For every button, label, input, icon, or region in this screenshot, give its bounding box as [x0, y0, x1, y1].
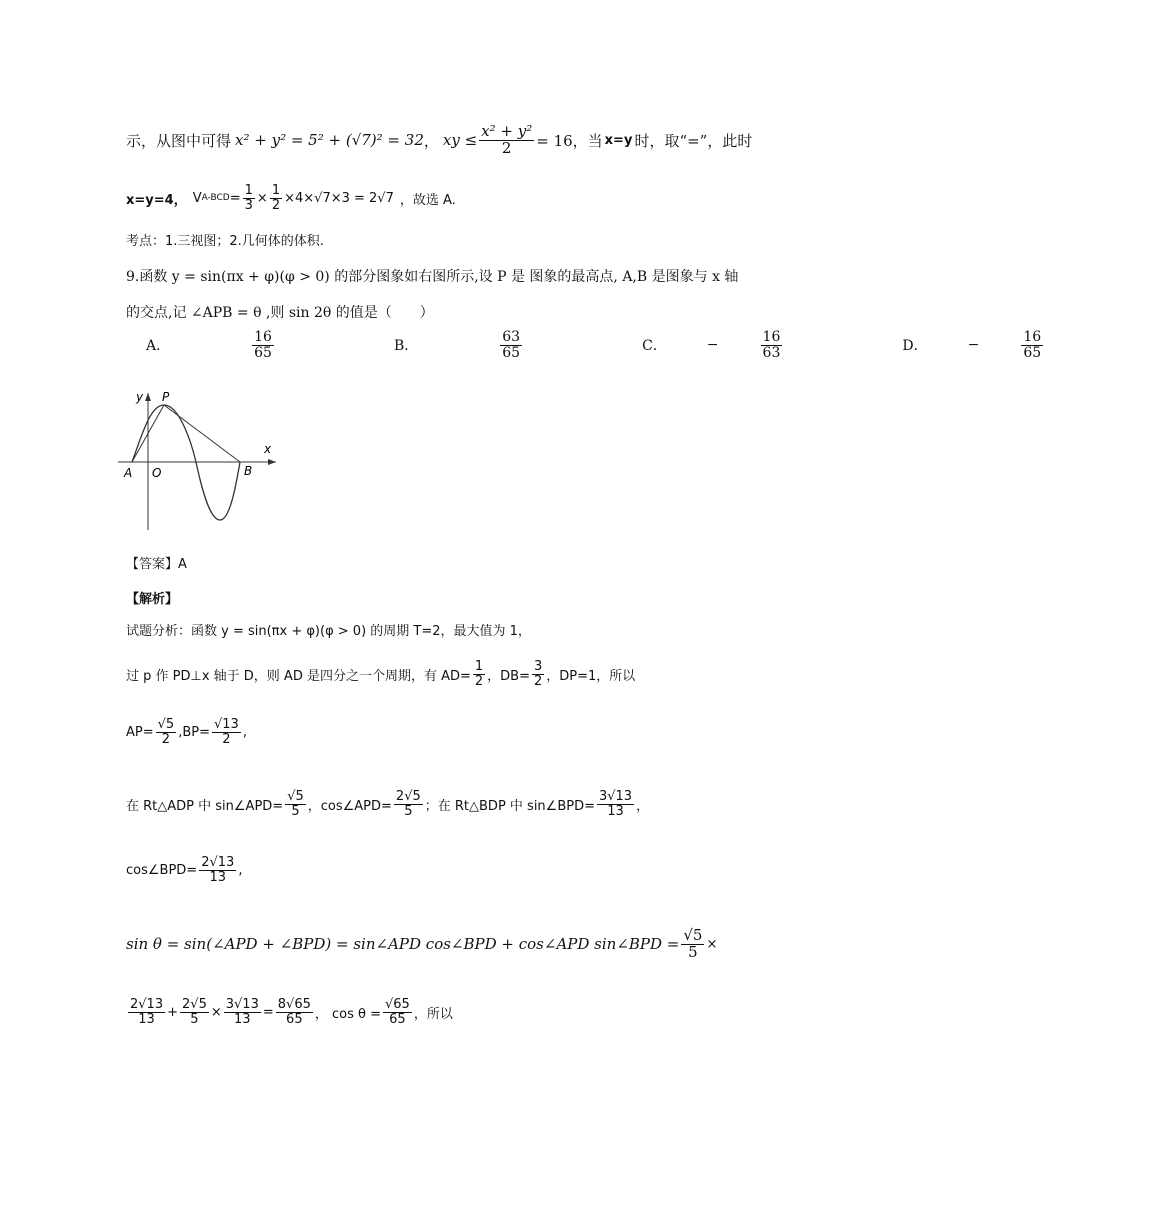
- solution-line-2: [126, 184, 456, 212]
- option-b: B． $\frac{63}{65}$: [393, 329, 521, 361]
- answer-line: [126, 553, 187, 572]
- text: =: [229, 190, 241, 206]
- fraction: $\frac{1}{3}$: [244, 183, 253, 213]
- point-p-label: P: [162, 390, 170, 404]
- text: 试题分析：函数 y = sin(πx + φ)(φ > 0) 的周期 T=2，最大值为 1，: [126, 624, 531, 639]
- origin-label: O: [152, 466, 162, 480]
- text: 考点：1.三视图；2.几何体的体积.: [126, 234, 324, 249]
- analysis-line-1: [126, 620, 531, 639]
- text: 时，取“=”，此时: [634, 131, 753, 150]
- analysis-title: 【解析】: [126, 592, 179, 607]
- x-label: x: [264, 442, 272, 456]
- analysis-line-5: cos∠BPD= $\frac{2√13}{13}$ ,: [126, 855, 243, 885]
- options: [146, 330, 1163, 360]
- inequality: xy ≤: [442, 131, 478, 150]
- option-a: A． $\frac{16}{65}$: [146, 329, 272, 361]
- equation: x² + y² = 5² + (√7)² = 32: [235, 131, 424, 150]
- text: 9.函数 y = sin(πx + φ)(φ > 0) 的部分图象如右图所示,设 P 是 图象的最高点, A,B 是图象与 x 轴: [126, 269, 739, 285]
- question-9-line-2: [126, 302, 434, 322]
- point-a-label: A: [124, 466, 133, 480]
- fraction: $\frac{\text{x² + y²}}{2}$: [481, 122, 533, 157]
- solution-line-1: [126, 124, 752, 157]
- kaodian-line: [126, 230, 324, 249]
- x-axis-arrow: [268, 459, 276, 465]
- volume-symbol: V: [192, 190, 202, 206]
- analysis-line-3: AP= $\frac{√5}{2}$ ,BP= $\frac{√13}{2}$ ,: [126, 717, 247, 747]
- sine-graph: [118, 385, 288, 535]
- y-axis-arrow: [145, 393, 151, 401]
- answer: 【答案】A: [126, 557, 187, 572]
- point-b-label: B: [244, 464, 253, 478]
- analysis-line-4: 在 Rt△ADP 中 sin∠APD= $\frac{√5}{5}$ ，cos∠APD= $\frac{2√5}{5}$ ；在 Rt△BDP 中 sin∠BPD= $\frac{3√13}{13}$ ，: [126, 789, 650, 819]
- text: x=y=4，: [126, 192, 187, 208]
- fraction: $\frac{1}{2}$: [271, 183, 281, 213]
- segment-pb: [164, 405, 240, 462]
- text: 的交点,记 ∠APB = θ ,则 sin 2θ 的值是（ ）: [126, 305, 434, 321]
- analysis-line-7: $\frac{2√13}{13}$ + $\frac{2√5}{5}$ × $\frac{3√13}{13}$ = $\frac{8√65}{65}$ ， cos θ = $\frac{√65}{65}$ ，所以: [130, 997, 453, 1027]
- option-c: C． − $\frac{16}{63}$: [642, 329, 781, 361]
- text: ，故选 A.: [399, 192, 456, 208]
- analysis-line-2: 过 p 作 PD⊥x 轴于 D，则 AD 是四分之一个周期，有 AD= $\frac{1}{2}$ ，DB= $\frac{3}{2}$ ，DP=1，所以: [126, 659, 636, 689]
- subscript: A-BCD: [201, 193, 230, 204]
- times: ×: [256, 190, 268, 206]
- option-d: D． − $\frac{16}{65}$: [902, 329, 1042, 361]
- analysis-line-6: sin θ = sin(∠APD + ∠BPD) = sin∠APD cos∠BPD + cos∠APD sin∠BPD = $\frac{√5}{5}$ ×: [126, 926, 718, 961]
- y-label: y: [136, 390, 144, 404]
- text: = 16，当: [536, 131, 603, 150]
- text: 示，从图中可得: [126, 131, 232, 150]
- analysis-heading: [126, 588, 178, 607]
- question-9-line-1: [126, 266, 738, 286]
- text: ，: [423, 131, 439, 150]
- text: x=y: [604, 132, 633, 148]
- text: ×4×√7×3 = 2√7: [284, 190, 394, 206]
